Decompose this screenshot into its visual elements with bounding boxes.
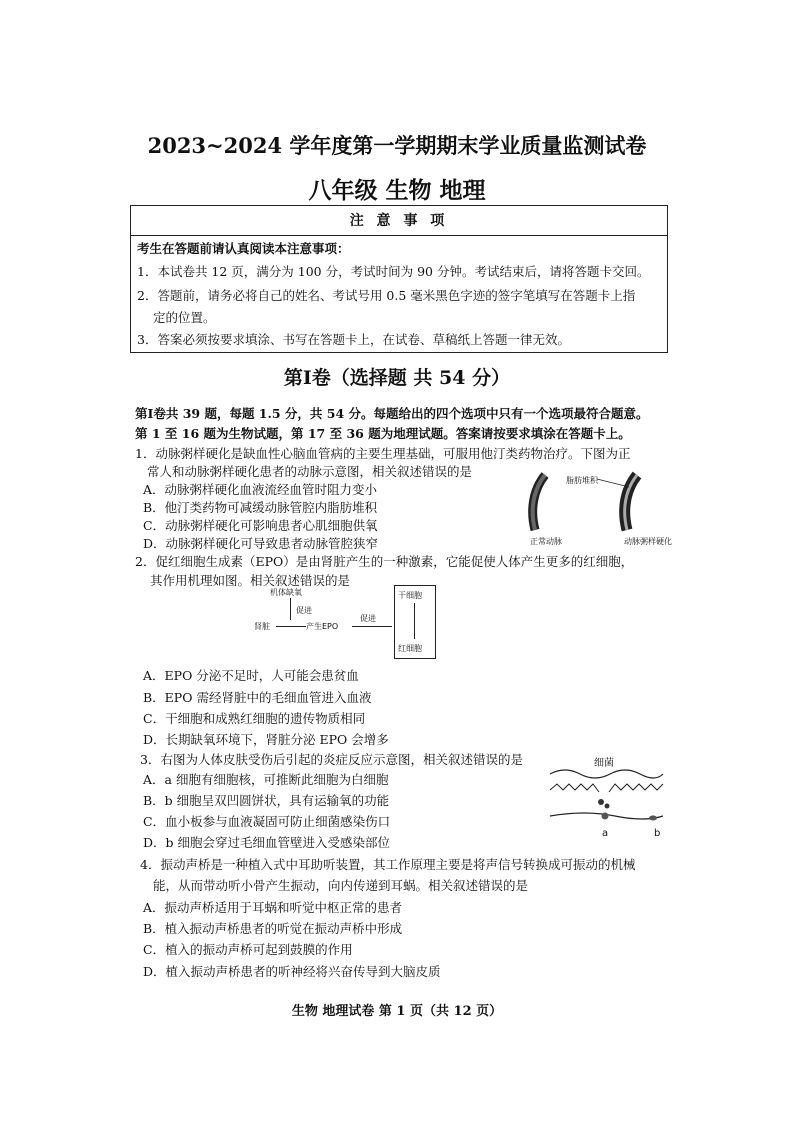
fig-arrow-promote (352, 626, 392, 627)
cell-b-shape (649, 816, 657, 821)
page-footer: 生物 地理试卷 第 1 页（共 12 页） (291, 1004, 503, 1019)
q4-stem-line-2: 能，从而带动听小骨产生振动，向内传递到耳蜗。相关叙述错误的是 (153, 878, 529, 893)
notice-intro: 考生在答题前请认真阅读本注意事项： (137, 241, 350, 256)
q2-stem-line-1: 2．促红细胞生成素（EPO）是由肾脏产生的一种激素，它能促使人体产生更多的红细胞， (135, 554, 634, 569)
fig-arrow-differentiate (414, 603, 415, 639)
fig-produce-epo: 产生EPO (306, 622, 339, 631)
q1-option-a: A．动脉粥样硬化血液流经血管时阻力变小 (143, 482, 378, 497)
q3-option-d: D．b 细胞会穿过毛细血管壁进入受感染部位 (143, 835, 390, 850)
q1-option-d: D．动脉粥样硬化可导致患者动脉管腔狭窄 (143, 536, 379, 551)
section-instruction-1: 第Ⅰ卷共 39 题，每题 1.5 分，共 54 分。每题给出的四个选项中只有一个选项最符合题意。 (135, 406, 649, 421)
q3-skin-figure (545, 762, 665, 830)
fig-promote-2: 促进 (360, 614, 376, 623)
skin-layer (550, 784, 663, 792)
q3-option-c: C．血小板参与血液凝固可防止细菌感染伤口 (143, 814, 391, 829)
notice-box (130, 205, 668, 353)
cell-a-shape (602, 813, 609, 820)
q4-option-b: B．植入振动声桥患者的听觉在振动声桥中形成 (143, 921, 403, 936)
fig-hypoxia: 机体缺氧 (270, 588, 302, 597)
section-title: 第Ⅰ卷（选择题 共 54 分） (283, 367, 511, 389)
bacteria-cluster-2 (605, 804, 610, 809)
q4-stem-line-1: 4．振动声桥是一种植入式中耳助听装置，其工作原理主要是将声信号转换成可振动的机械 (140, 857, 636, 872)
exam-title: 2023~2024 学年度第一学期期末学业质量监测试卷 (147, 133, 647, 158)
q2-option-c: C．干细胞和成熟红细胞的遗传物质相同 (143, 711, 366, 726)
q2-epo-flow-figure (240, 585, 450, 660)
exam-subtitle: 八年级 生物 地理 (308, 177, 486, 204)
q1-option-c: C．动脉粥样硬化可影响患者心肌细胞供氧 (143, 518, 378, 533)
notice-item-2-line-2: 定的位置。 (153, 310, 216, 325)
q3-option-b: B．b 细胞呈双凹圆饼状，具有运输氧的功能 (143, 793, 390, 808)
q1-stem-line-1: 1．动脉粥样硬化是缺血性心脑血管病的主要生理基础，可服用他汀类药物治疗。下图为正 (135, 446, 631, 461)
fig-arrow-down (290, 598, 291, 620)
fig-label-fat: 脂肪堆积 (566, 476, 598, 485)
q4-option-c: C．植入的振动声桥可起到鼓膜的作用 (143, 942, 353, 957)
q3-stem: 3．右图为人体皮肤受伤后引起的炎症反应示意图，相关叙述错误的是 (140, 752, 523, 767)
fig-kidney: 肾脏 (254, 622, 270, 631)
q4-option-a: A．振动声桥适用于耳蜗和听觉中枢正常的患者 (143, 900, 403, 915)
fig-arrow-produce (276, 626, 306, 627)
fig-red-cell: 红细胞 (398, 644, 422, 653)
q1-stem-line-2: 常人和动脉粥样硬化患者的动脉示意图，相关叙述错误的是 (147, 464, 473, 479)
fig-label-hardened: 动脉粥样硬化 (624, 537, 672, 546)
notice-item-1: 1．本试卷共 12 页，满分为 100 分，考试时间为 90 分钟。考试结束后，请将答题卡交回。 (137, 264, 650, 279)
fat-pointer (597, 479, 629, 487)
fig-cell-a-label: a (602, 828, 609, 839)
bacteria-cluster (598, 799, 604, 805)
fig-label-normal: 正常动脉 (530, 537, 562, 546)
fig-stem-cell: 干细胞 (398, 591, 422, 600)
q1-option-b: B．他汀类药物可减缓动脉管腔内脂肪堆积 (143, 500, 378, 515)
q2-option-b: B．EPO 需经肾脏中的毛细血管进入血液 (143, 690, 372, 705)
notice-heading: 注 意 事 项 (349, 213, 449, 229)
notice-item-2-line-1: 2．答题前，请务必将自己的姓名、考试号用 0.5 毫米黑色字迹的签字笔填写在答题卡上指 (137, 288, 636, 303)
q2-option-a: A．EPO 分泌不足时，人可能会患贫血 (143, 668, 359, 683)
notice-item-3: 3．答案必须按要求填涂、书写在答题卡上，在试卷、草稿纸上答题一律无效。 (137, 332, 570, 347)
section-instruction-2: 第 1 至 16 题为生物试题，第 17 至 36 题为地理试题。答案请按要求填涂在答题卡上。 (135, 426, 631, 441)
q2-option-d: D．长期缺氧环境下，肾脏分泌 EPO 会增多 (143, 732, 389, 747)
fig-bacteria-label: 细菌 (594, 758, 614, 769)
fig-promote-1: 促进 (296, 606, 312, 615)
fig-cell-b-label: b (654, 828, 661, 839)
notice-divider (131, 235, 667, 236)
q3-option-a: A．a 细胞有细胞核，可推断此细胞为白细胞 (143, 772, 389, 787)
q4-option-d: D．植入振动声桥患者的听神经将兴奋传导到大脑皮质 (143, 964, 441, 979)
skin-surface (550, 770, 663, 778)
q2-stem-line-2: 其作用机理如图。相关叙述错误的是 (150, 573, 351, 588)
